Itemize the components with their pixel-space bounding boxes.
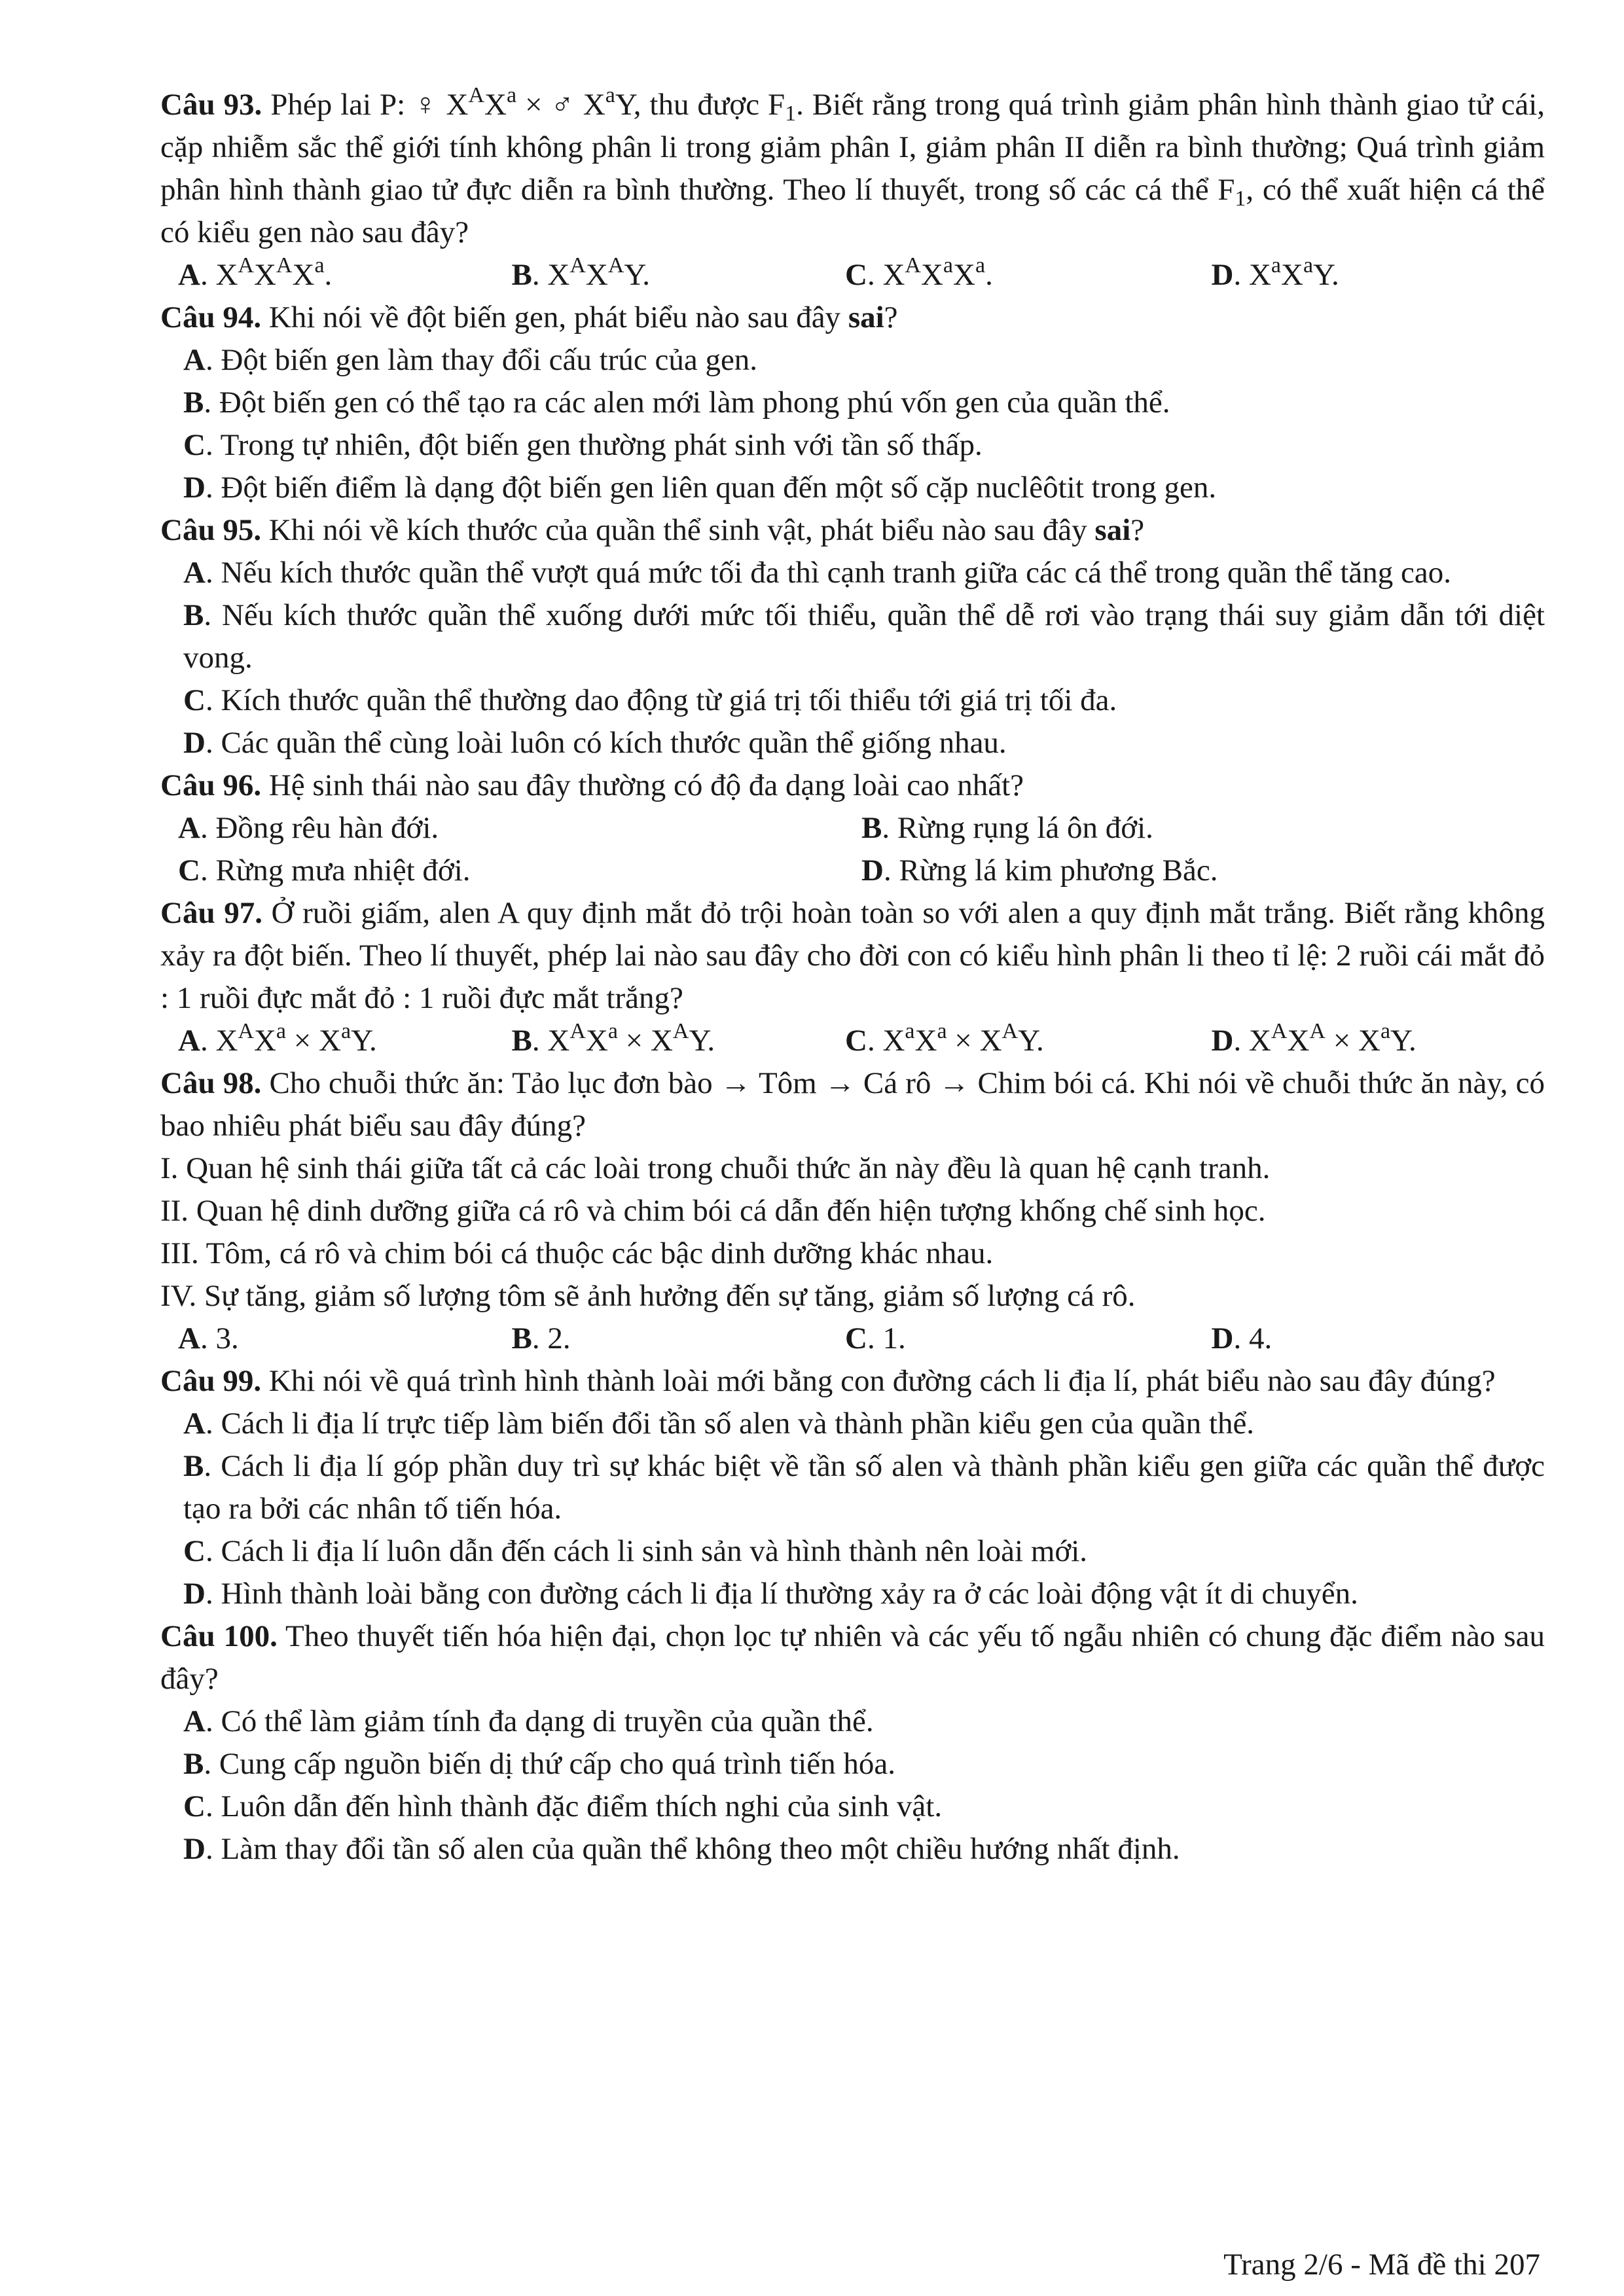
option-d [183,1573,1545,1615]
option-label: A [183,1704,206,1738]
stem-end: ? [884,300,898,334]
option-label: D [1211,1321,1234,1355]
option-b: B. $X^AX^AY$. [511,253,651,292]
q93-sup: A [468,83,485,107]
question-93-options [178,254,1545,296]
option-text: . Có thể làm giảm tính đa dạng di truyền của quần thể. [205,1704,874,1738]
option-label: B [183,1747,204,1781]
stem-text: Hệ sinh thái nào sau đây thường có độ đa dạng loài cao nhất? [261,768,1024,802]
question-99-stem [160,1360,1545,1403]
option-text: . Cung cấp nguồn biến dị thứ cấp cho quá trình tiến hóa. [204,1747,895,1781]
option-label: B [511,1024,532,1058]
q93-stem-text: . Biết rằng trong quá trình giảm phân hình thành giao tử cái, cặp nhiễm sắc thể giới tính không phân li trong giảm phân I, giảm phân II diễn ra bình thường; Quá trình giảm phân hình thành giao tử đực diễn ra bình thường. Theo lí thuyết, trong số các cá thể F [160,88,1545,207]
option-label: D [861,853,884,888]
option-b [183,1445,1545,1530]
option-c [183,679,1545,722]
genotype-text: $X^AX^a \times X^AY$. [547,1019,715,1058]
option-a: A. $X^AX^AX^a$. [178,253,333,292]
q93-cross-part: Phép lai P: ♀ X [270,88,469,122]
questions-container [160,84,1545,1871]
option-label: B [183,386,204,420]
question-100-stem [160,1615,1545,1700]
question-93 [160,84,1545,296]
option-text: . Rừng lá kim phương Bắc. [883,853,1218,888]
statement-iii: III. Tôm, cá rô và chim bói cá thuộc các bậc dinh dưỡng khác nhau. [160,1236,994,1270]
q93-cross-part: × ♂ X [516,88,605,122]
question-94 [160,296,1545,509]
genotype-text: $X^AX^a \times X^aY$. [215,1019,377,1058]
option-text: . Đồng rêu hàn đới. [200,811,439,845]
option-a [183,1403,1545,1445]
q93-sup: a [605,83,615,107]
option-a [178,807,861,850]
option-text: . Rừng mưa nhiệt đới. [200,853,471,888]
option-label: B [861,811,882,845]
option-label: A [178,1024,200,1058]
option-text: . 1. [867,1321,906,1355]
option-b [183,382,1545,424]
question-93-stem [160,84,1545,254]
genotype-text: $X^aX^a \times X^AY$. [882,1019,1044,1058]
option-text: . Luôn dẫn đến hình thành đặc điểm thích nghi của sinh vật. [205,1789,943,1823]
q93-sub: 1 [785,101,797,126]
option-c [845,1318,1179,1360]
options-row [178,850,1545,892]
option-label: B [183,598,204,632]
q93-sub: 1 [1235,187,1246,211]
option-c [183,1785,1545,1828]
option-c [178,850,861,892]
option-label: D [183,1832,206,1866]
option-label: B [511,1321,532,1355]
option-c: C. $X^aX^a \times X^AY$. [845,1019,1044,1058]
question-99 [160,1360,1545,1615]
genotype-text: $X^AX^A \times X^aY$. [1248,1019,1416,1058]
options-row [178,807,1545,850]
stem-text: Khi nói về đột biến gen, phát biểu nào sau đây [261,300,848,334]
question-96-stem [160,764,1545,807]
option-d: D. $X^aX^aY$. [1211,253,1339,292]
option-a [183,552,1545,594]
option-c [183,1530,1545,1573]
option-label: A [183,556,206,590]
option-text: . Kích thước quần thể thường dao động từ giá trị tối thiểu tới giá trị tối đa. [205,683,1117,717]
option-label: C [183,428,206,462]
question-96 [160,764,1545,892]
option-text: . Cách li địa lí góp phần duy trì sự khác biệt về tần số alen và thành phần kiểu gen giữa các quần thể được tạo ra bởi các nhân tố tiến hóa. [183,1449,1545,1526]
option-b [861,807,1545,850]
option-label: A [183,343,206,377]
option-label: A [183,1407,206,1441]
option-a: A. $X^AX^a \times X^aY$. [178,1019,377,1058]
option-a [178,1318,512,1360]
q93-cross-part: X [484,88,507,122]
statement-iv: IV. Sự tăng, giảm số lượng tôm sẽ ảnh hưởng đến sự tăng, giảm số lượng cá rô. [160,1279,1136,1313]
option-label: C [845,1024,867,1058]
option-text: . Hình thành loài bằng con đường cách li địa lí thường xảy ra ở các loài động vật ít di chuyển. [205,1577,1358,1611]
option-label: D [1211,258,1234,292]
q93-stem-end: , có thể xuất hiện cá thể có kiểu gen nào sau đây? [160,173,1545,249]
option-text: . 3. [200,1321,239,1355]
option-b [183,594,1545,679]
question-98 [160,1062,1545,1360]
option-b [183,1743,1545,1785]
genotype-text: $X^aX^aY$. [1248,253,1339,292]
option-d [183,467,1545,509]
option-text: . 2. [532,1321,571,1355]
option-a [183,1700,1545,1743]
option-text: . Đột biến điểm là dạng đột biến gen liên quan đến một số cặp nuclêôtit trong gen. [205,471,1217,505]
option-text: . Các quần thể cùng loài luôn có kích thước quần thể giống nhau. [205,726,1007,760]
option-text: . Nếu kích thước quần thể vượt quá mức tối đa thì cạnh tranh giữa các cá thể trong quần thể tăng cao. [205,556,1451,590]
option-text: . Trong tự nhiên, đột biến gen thường phát sinh với tần số thấp. [205,428,983,462]
option-c [183,424,1545,467]
question-98-stem [160,1062,1545,1147]
question-100 [160,1615,1545,1871]
option-text: . Rừng rụng lá ôn đới. [882,811,1153,845]
statement-i: I. Quan hệ sinh thái giữa tất cả các loài trong chuỗi thức ăn này đều là quan hệ cạnh tranh. [160,1151,1271,1185]
question-98-options [178,1318,1545,1360]
question-98-number: Câu 98. [160,1066,262,1100]
stem-emphasis: sai [1094,513,1131,547]
question-95-number: Câu 95. [160,513,262,547]
stem-text: Ở ruồi giấm, alen A quy định mắt đỏ trội hoàn toàn so với alen a quy định mắt trắng. Biết rằng không xảy ra đột biến. Theo lí thuyết, phép lai nào sau đây cho đời con có kiểu hình phân li theo tỉ lệ: 2 ruồi cái mắt đỏ : 1 ruồi đực mắt đỏ : 1 ruồi đực mắt trắng? [160,896,1545,1015]
option-label: C [845,1321,867,1355]
option-a [183,339,1545,382]
question-94-stem [160,296,1545,339]
option-text: . Làm thay đổi tần số alen của quần thể không theo một chiều hướng nhất định. [205,1832,1180,1866]
question-93-number: Câu 93. [160,88,262,122]
question-97-stem [160,892,1545,1020]
question-99-number: Câu 99. [160,1364,262,1398]
option-label: C [183,1534,206,1568]
genotype-text: $X^AX^AX^a$. [215,253,333,292]
question-96-number: Câu 96. [160,768,262,802]
statement-ii: II. Quan hệ dinh dưỡng giữa cá rô và chim bói cá dẫn đến hiện tượng khống chế sinh học. [160,1194,1266,1228]
question-97-options [178,1020,1545,1062]
option-label: A [178,258,200,292]
option-label: A [178,1321,200,1355]
question-97 [160,892,1545,1062]
option-d [183,1828,1545,1871]
option-text: . Nếu kích thước quần thể xuống dưới mức tối thiểu, quần thể dễ rơi vào trạng thái suy giảm dẫn tới diệt vong. [183,598,1545,675]
option-b [512,1318,846,1360]
option-label: B [511,258,532,292]
option-d: D. $X^AX^A \times X^aY$. [1211,1019,1416,1058]
option-label: D [183,1577,206,1611]
option-text: . Cách li địa lí trực tiếp làm biến đổi tần số alen và thành phần kiểu gen của quần thể. [205,1407,1255,1441]
question-95 [160,509,1545,764]
option-label: B [183,1449,204,1483]
q93-sup: a [506,83,517,107]
option-label: C [845,258,867,292]
option-label: C [183,1789,206,1823]
option-d [1179,1318,1545,1360]
stem-emphasis: sai [848,300,884,334]
option-label: D [183,471,206,505]
option-b: B. $X^AX^a \times X^AY$. [511,1019,715,1058]
option-text: . Đột biến gen có thể tạo ra các alen mới làm phong phú vốn gen của quần thể. [204,386,1170,420]
question-94-number: Câu 94. [160,300,262,334]
option-text: . Cách li địa lí luôn dẫn đến cách li sinh sản và hình thành nên loài mới. [205,1534,1088,1568]
stem-text: Theo thuyết tiến hóa hiện đại, chọn lọc tự nhiên và các yếu tố ngẫu nhiên có chung đặc điểm nào sau đây? [160,1619,1545,1696]
question-100-number: Câu 100. [160,1619,278,1653]
option-text: . 4. [1233,1321,1272,1355]
option-d [861,850,1545,892]
genotype-text: $X^AX^aX^a$. [882,253,993,292]
stem-text: Khi nói về quá trình hình thành loài mới bằng con đường cách li địa lí, phát biểu nào sau đây đúng? [261,1364,1496,1398]
stem-text: Khi nói về kích thước của quần thể sinh vật, phát biểu nào sau đây [261,513,1095,547]
option-label: A [178,811,200,845]
question-95-stem [160,509,1545,552]
question-97-number: Câu 97. [160,896,262,930]
option-label: C [183,683,206,717]
option-d [183,722,1545,764]
q93-cross-part: Y, thu được F [615,88,785,122]
stem-text: Cho chuỗi thức ăn: Tảo lục đơn bào → Tôm → Cá rô → Chim bói cá. Khi nói về chuỗi thức ăn này, có bao nhiêu phát biểu sau đây đúng? [160,1066,1545,1143]
option-c: C. $X^AX^aX^a$. [845,253,993,292]
option-text: . Đột biến gen làm thay đổi cấu trúc của gen. [205,343,758,377]
option-label: C [178,853,200,888]
option-label: D [1211,1024,1234,1058]
option-label: D [183,726,206,760]
page-footer: Trang 2/6 - Mã đề thi 207 [1223,2248,1540,2282]
genotype-text: $X^AX^AY$. [547,253,651,292]
stem-end: ? [1130,513,1145,547]
